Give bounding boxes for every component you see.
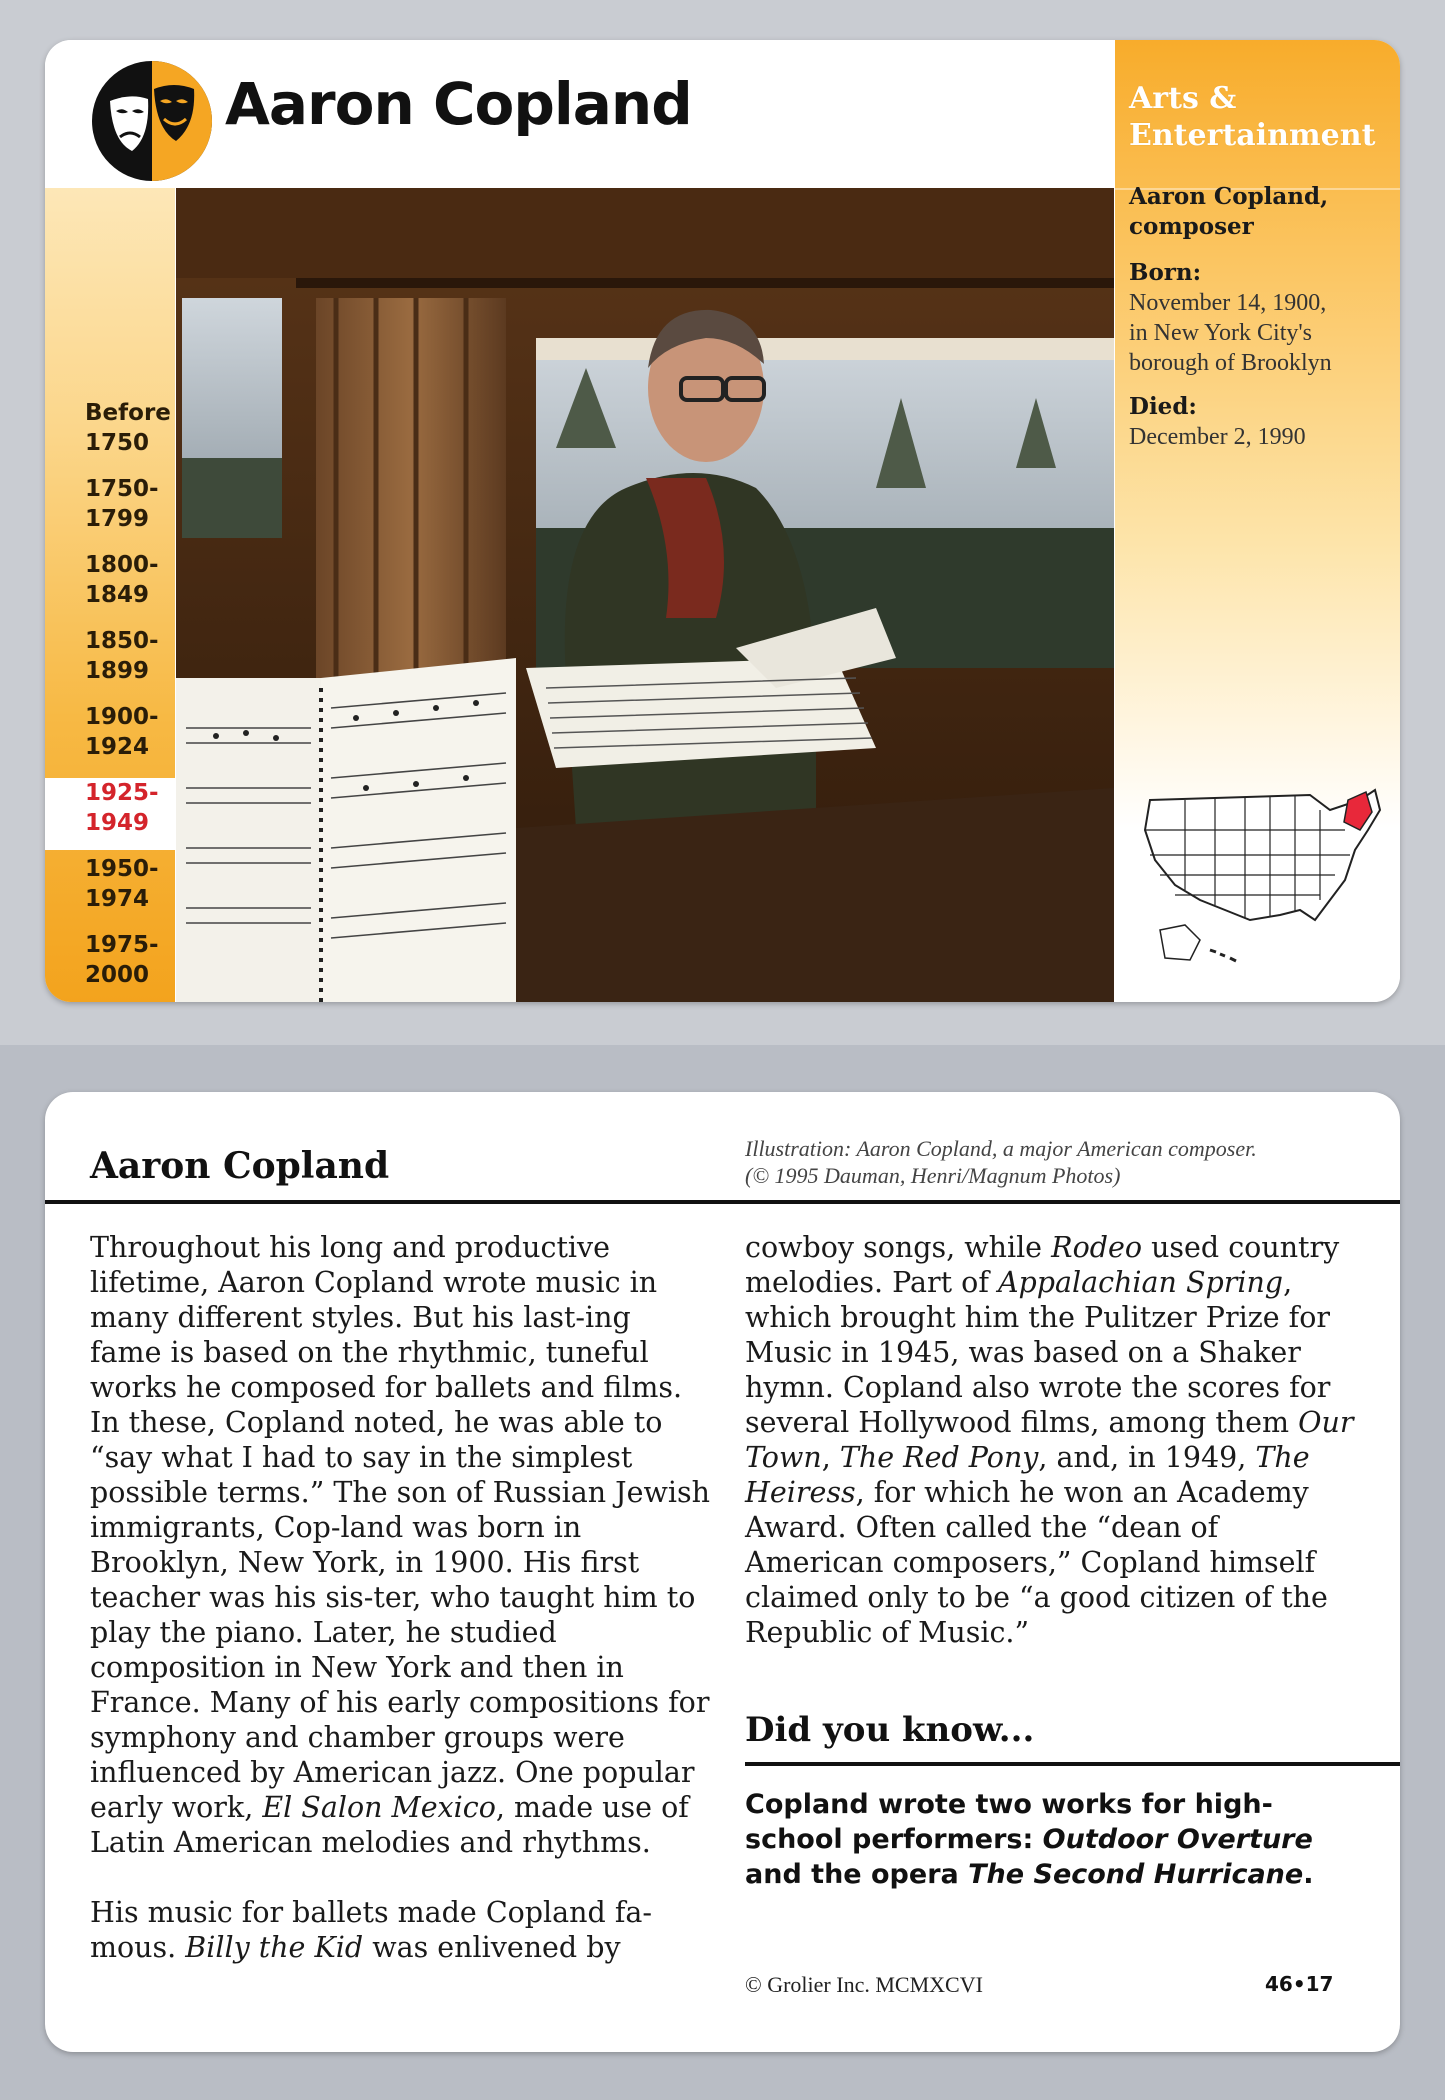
subject-label: Aaron Copland, composer (1129, 183, 1329, 240)
copyright: © Grolier Inc. MCMXCVI (745, 1972, 983, 1997)
timeline-bar (45, 188, 175, 1002)
info-sidebar (1115, 40, 1400, 1002)
era-before-1750: Before 1750 (85, 400, 171, 456)
header-rule (45, 1200, 1400, 1204)
era-1975-2000: 1975- 2000 (85, 932, 159, 988)
credit-line-1: Illustration: Aaron Copland, a major American composer. (745, 1136, 1257, 1161)
era-1750-1799: 1750- 1799 (85, 476, 159, 532)
died-text: December 2, 1990 (1129, 424, 1306, 450)
did-you-know-title: Did you know... (745, 1710, 1035, 1750)
born-label: Born: (1129, 259, 1202, 286)
category-label: Arts & Entertainment (1129, 81, 1376, 153)
era-1850-1899: 1850- 1899 (85, 628, 159, 684)
card-number: 46•17 (1265, 1972, 1334, 1996)
us-map-icon (1130, 770, 1390, 970)
composer-photo (176, 188, 1114, 1002)
paragraph-2: His music for ballets made Copland fa-mous. Billy the Kid was enlivened by (90, 1896, 652, 1964)
era-1900-1924: 1900- 1924 (85, 704, 159, 760)
did-you-know-text: Copland wrote two works for high-school performers: Outdoor Overture and the opera The Second Hurricane. (745, 1789, 1314, 1890)
born-text: November 14, 1900, in New York City's borough of Brooklyn (1129, 290, 1332, 376)
era-1925-1949-active: 1925- 1949 (45, 778, 175, 850)
credit-line-2: (© 1995 Dauman, Henri/Magnum Photos) (745, 1163, 1121, 1188)
paragraph-2-cont: cowboy songs, while Rodeo used country melodies. Part of Appalachian Spring, which brought him the Pulitzer Prize for Music in 1945, was based on a Shaker hymn. Copland also wrote the scores for several Hollywood films, among them Our Town, The Red Pony, and, in 1949, The Heiress, for which he won an Academy Award. Often called the “dean of American composers,” Copland himself claimed only to be “a good citizen of the Republic of Music.” (745, 1231, 1354, 1649)
body-column-left (90, 1230, 710, 1965)
era-1950-1974: 1950- 1974 (85, 856, 159, 912)
card-front (45, 40, 1400, 1002)
era-1800-1849: 1800- 1849 (85, 552, 159, 608)
photo-credit (745, 1135, 1345, 1189)
card-back (45, 1092, 1400, 2052)
died-label: Died: (1129, 393, 1197, 420)
did-you-know-rule (745, 1762, 1400, 1766)
front-title: Aaron Copland (225, 70, 692, 138)
theater-masks-icon (90, 59, 214, 183)
back-title: Aaron Copland (90, 1145, 390, 1187)
paragraph-1: Throughout his long and productive lifetime, Aaron Copland wrote music in many different styles. But his last-ing fame is based on the rhythmic, tuneful works he composed for ballets and films. In these, Copland noted, he was able to “say what I had to say in the simplest possible terms.” The son of Russian Jewish immigrants, Cop-land was born in Brooklyn, New York, in 1900. His first teacher was his sis-ter, who taught him to play the piano. Later, he studied composition in New York and then in France. Many of his early compositions for symphony and chamber groups were influenced by American jazz. One popular early work, El Salon Mexico, made use of Latin American melodies and rhythms. (90, 1231, 710, 1859)
body-column-right (745, 1230, 1365, 1650)
